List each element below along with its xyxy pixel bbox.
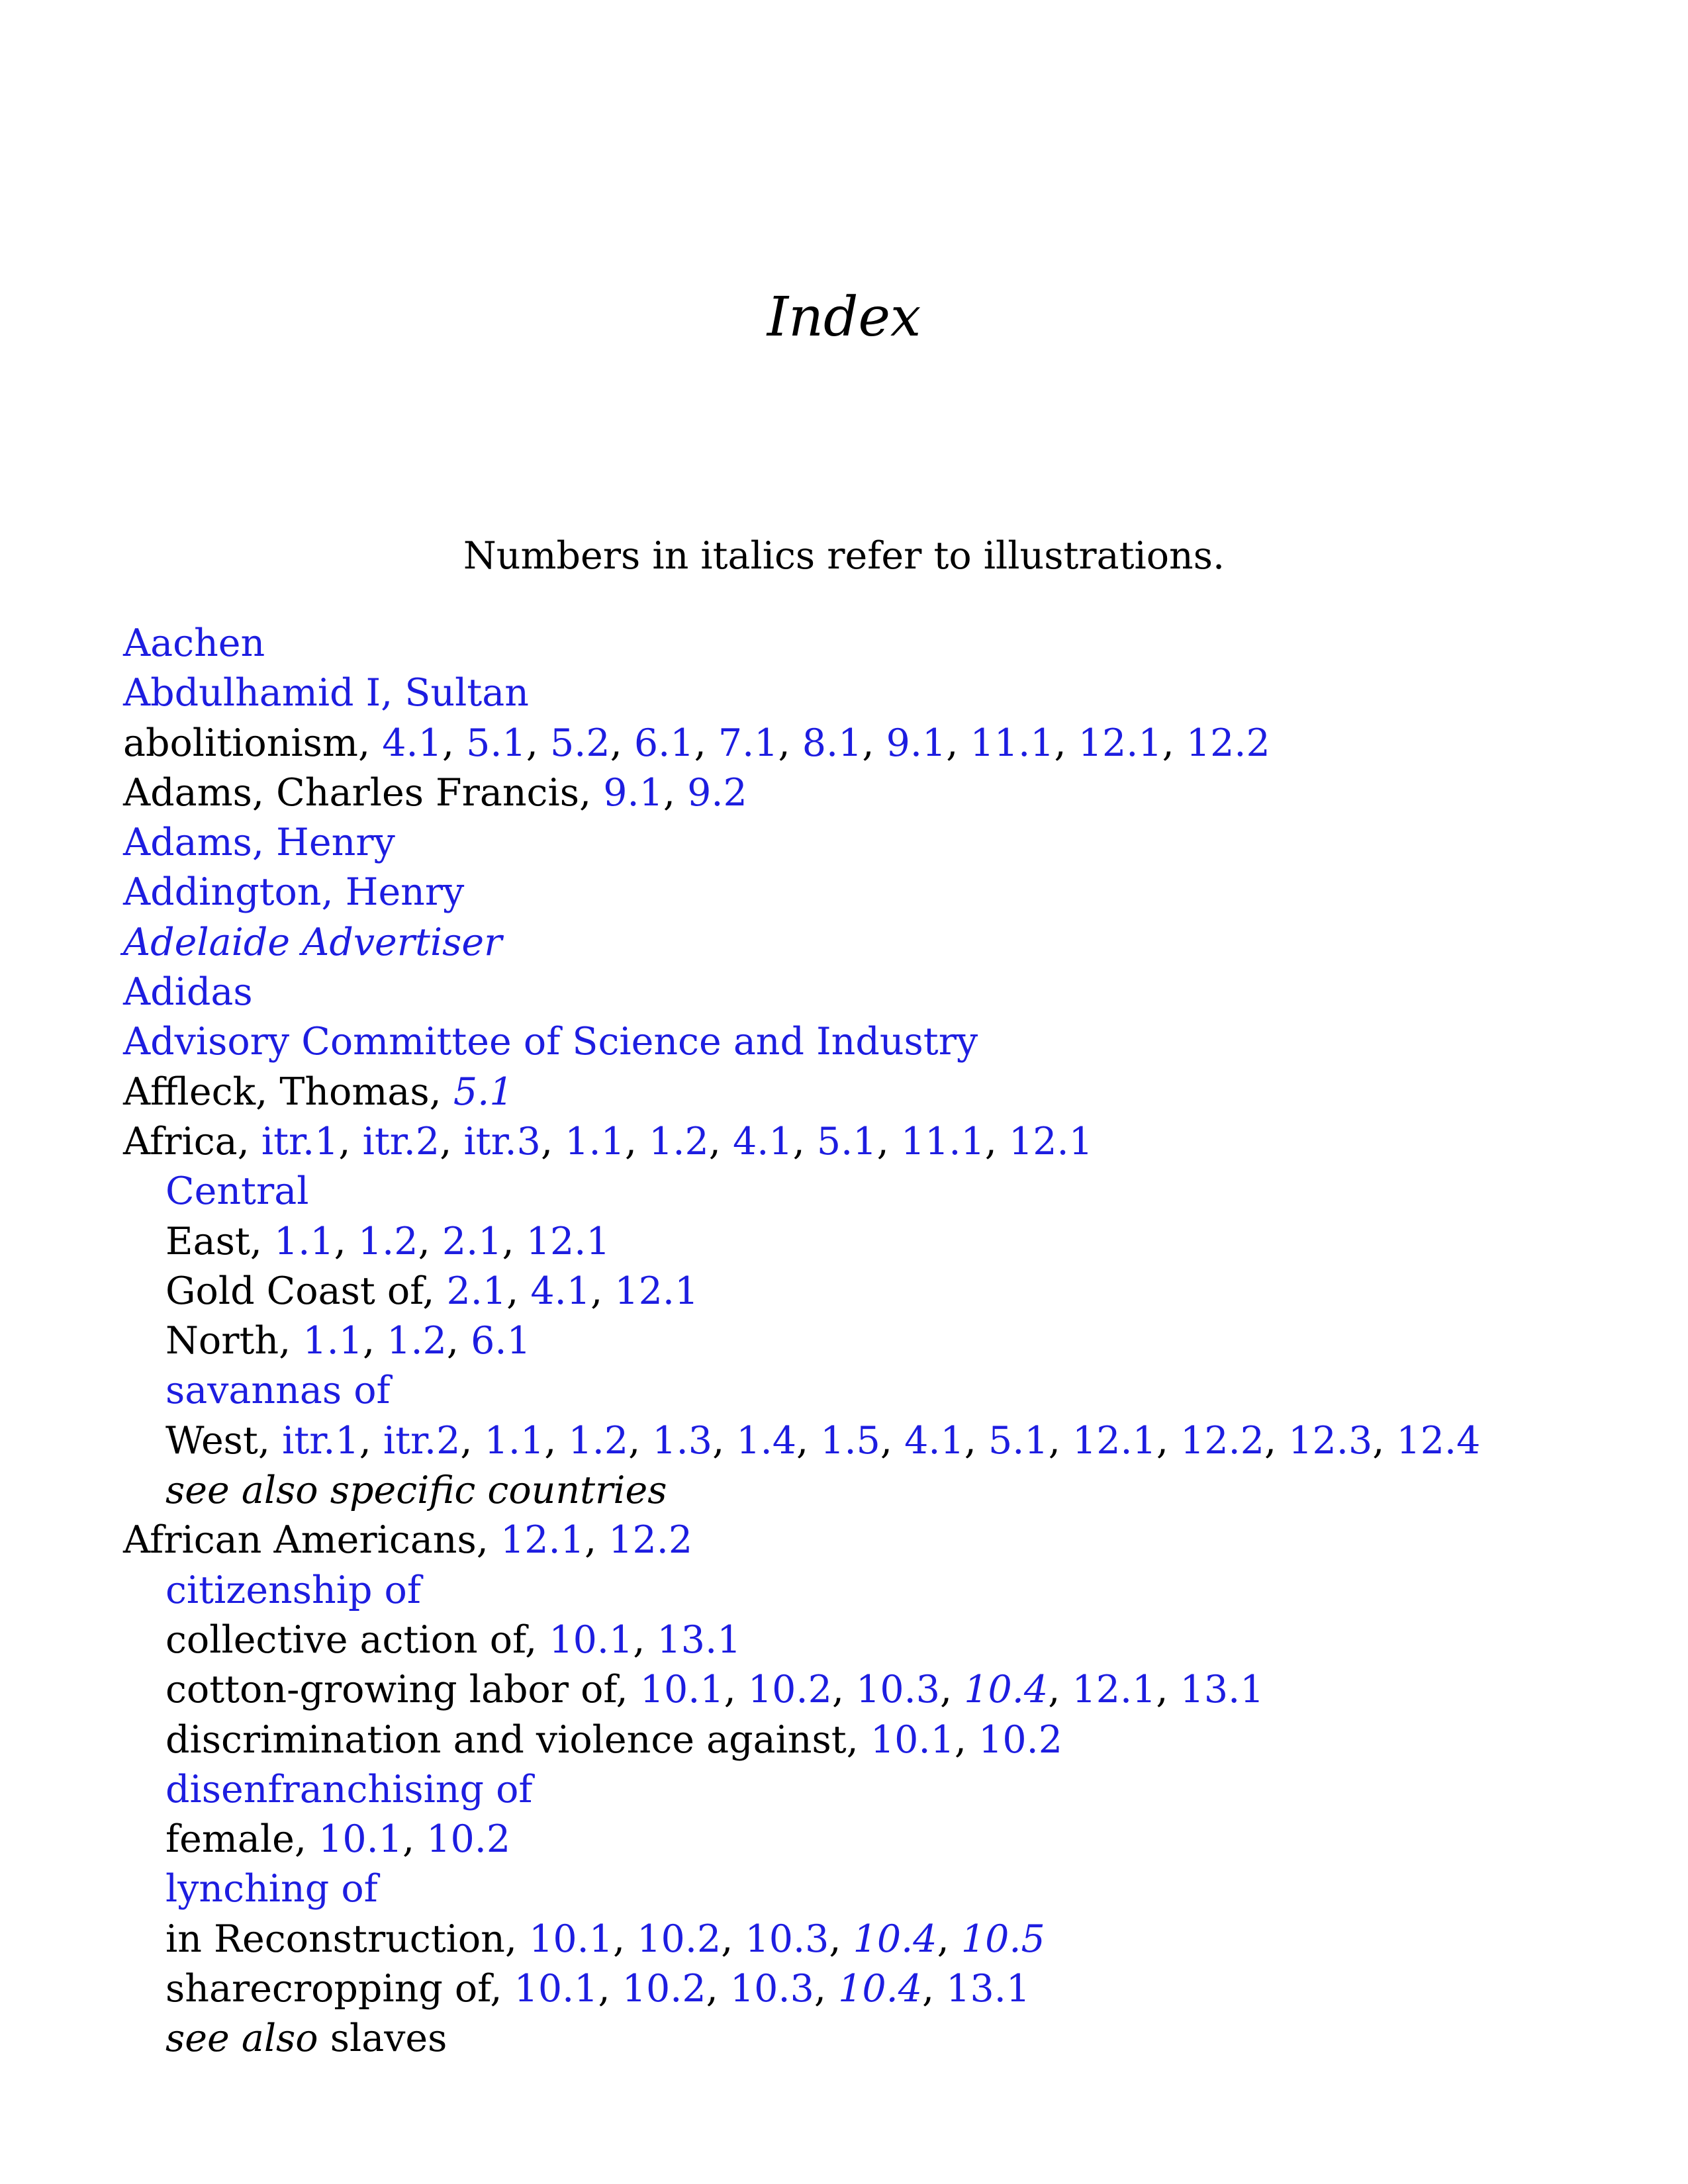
index-subentry bbox=[123, 1167, 1613, 1216]
page-ref-link[interactable]: 10.1 bbox=[318, 1817, 402, 1862]
index-subentry: female, 10.1, 10.2 bbox=[165, 1817, 511, 1862]
index-subentry bbox=[123, 1466, 1613, 1516]
page-ref-link[interactable]: 13.1 bbox=[946, 1967, 1031, 2011]
index-term-link[interactable]: Advisory Committee of Science and Industry bbox=[123, 1020, 978, 1064]
page-ref-link[interactable]: 5.1 bbox=[988, 1418, 1049, 1463]
index-entry bbox=[123, 968, 1613, 1017]
index-term: see also specific countries bbox=[165, 1469, 667, 1513]
page-ref-link[interactable]: 11.1 bbox=[970, 721, 1055, 765]
page-ref-link[interactable]: 6.1 bbox=[471, 1319, 531, 1363]
index-term: cotton-growing labor of bbox=[165, 1668, 616, 1712]
index-subentry: cotton-growing labor of, 10.1, 10.2, 10.3, 10.4, 12.1, 13.1 bbox=[165, 1668, 1264, 1712]
index-subentry bbox=[123, 1366, 1613, 1416]
index-entry bbox=[123, 818, 1613, 868]
index-subentry: discrimination and violence against, 10.1, 10.2 bbox=[165, 1717, 1063, 1762]
index-term-link[interactable]: Aachen bbox=[123, 621, 265, 665]
index-entry: Affleck, Thomas, 5.1 bbox=[123, 1069, 514, 1114]
page-ref-link[interactable]: 6.1 bbox=[633, 721, 694, 765]
index-term: collective action of bbox=[165, 1617, 526, 1662]
page-ref-link[interactable]: 9.1 bbox=[886, 721, 947, 765]
page-ref-link[interactable]: 4.1 bbox=[530, 1269, 591, 1313]
page-ref-link[interactable]: 13.1 bbox=[657, 1617, 741, 1662]
page-ref-link[interactable]: itr.2 bbox=[383, 1418, 461, 1463]
page-ref-link[interactable]: 1.4 bbox=[736, 1418, 796, 1463]
index-subentry: Gold Coast of, 2.1, 4.1, 12.1 bbox=[165, 1269, 699, 1313]
page-ref-link[interactable]: 10.2 bbox=[747, 1668, 832, 1712]
index-subentry: West, itr.1, itr.2, 1.1, 1.2, 1.3, 1.4, 1.5, 4.1, 5.1, 12.1, 12.2, 12.3, 12.4 bbox=[165, 1418, 1481, 1463]
page-ref-link[interactable]: 11.1 bbox=[900, 1119, 985, 1163]
index-subentry: sharecropping of, 10.1, 10.2, 10.3, 10.4, 13.1 bbox=[165, 1967, 1031, 2011]
page-ref-link[interactable]: 4.1 bbox=[382, 721, 442, 765]
index-term-link[interactable]: Adams, Henry bbox=[123, 821, 395, 865]
index-subentry: collective action of, 10.1, 13.1 bbox=[165, 1617, 741, 1662]
index-term: West bbox=[165, 1418, 258, 1463]
index-term: discrimination and violence against bbox=[165, 1717, 847, 1762]
page-ref-link[interactable]: 12.1 bbox=[1072, 1418, 1156, 1463]
index-subentry: East, 1.1, 1.2, 2.1, 12.1 bbox=[165, 1219, 610, 1263]
page-ref-link[interactable]: 1.3 bbox=[652, 1418, 713, 1463]
index-term: Affleck, Thomas bbox=[123, 1069, 430, 1114]
index-term-link[interactable]: savannas of bbox=[165, 1369, 391, 1413]
page-ref-link[interactable]: 10.2 bbox=[978, 1717, 1063, 1762]
page-ref-link[interactable]: 12.1 bbox=[526, 1219, 610, 1263]
index-term-link[interactable]: disenfranchising of bbox=[165, 1767, 533, 1811]
index-term: in Reconstruction bbox=[165, 1917, 505, 1961]
page-ref-link[interactable]: 13.1 bbox=[1180, 1668, 1264, 1712]
index-entry bbox=[123, 619, 1613, 668]
index-subentry: North, 1.1, 1.2, 6.1 bbox=[165, 1319, 531, 1363]
index-term: sharecropping of bbox=[165, 1967, 491, 2011]
index-term: Gold Coast of bbox=[165, 1269, 423, 1313]
index-term: Africa bbox=[123, 1119, 238, 1163]
index-term-link[interactable]: lynching of bbox=[165, 1867, 378, 1911]
index-entry: abolitionism, 4.1, 5.1, 5.2, 6.1, 7.1, 8.1, 9.1, 11.1, 12.1, 12.2 bbox=[123, 721, 1270, 765]
page-ref-link[interactable]: 4.1 bbox=[733, 1119, 793, 1163]
page-ref-link[interactable]: 10.1 bbox=[639, 1668, 724, 1712]
index-subentry: in Reconstruction, 10.1, 10.2, 10.3, 10.4, 10.5 bbox=[165, 1917, 1045, 1961]
page-ref-link[interactable]: 5.1 bbox=[816, 1119, 877, 1163]
page-title: Index bbox=[767, 286, 921, 349]
page-ref-link[interactable]: 12.2 bbox=[1180, 1418, 1265, 1463]
page-ref-link[interactable]: 5.2 bbox=[550, 721, 610, 765]
page-ref-link[interactable]: itr.1 bbox=[282, 1418, 359, 1463]
page-ref-link[interactable]: 2.1 bbox=[446, 1269, 507, 1313]
page-ref-link[interactable]: itr.1 bbox=[261, 1119, 339, 1163]
index-term-link[interactable]: citizenship of bbox=[165, 1568, 421, 1612]
illustration-ref-link[interactable]: 10.4 bbox=[838, 1967, 923, 2011]
page-ref-link[interactable]: 12.1 bbox=[1072, 1668, 1156, 1712]
page-ref-link[interactable]: 10.1 bbox=[514, 1967, 598, 2011]
page-ref-link[interactable]: 1.2 bbox=[568, 1418, 629, 1463]
page-ref-link[interactable]: itr.3 bbox=[463, 1119, 541, 1163]
page-ref-link[interactable]: 10.2 bbox=[426, 1817, 511, 1862]
page-ref-link[interactable]: 1.1 bbox=[303, 1319, 363, 1363]
page-ref-link[interactable]: 1.5 bbox=[820, 1418, 880, 1463]
italics-note: Numbers in italics refer to illustrations. bbox=[463, 534, 1225, 578]
page-ref-link[interactable]: 1.2 bbox=[357, 1219, 418, 1263]
page-ref-link[interactable]: 1.2 bbox=[387, 1319, 447, 1363]
index-list bbox=[123, 619, 1613, 2064]
page-ref-link[interactable]: 4.1 bbox=[904, 1418, 964, 1463]
page-ref-link[interactable]: 10.1 bbox=[870, 1717, 955, 1762]
illustration-ref-link[interactable]: 5.1 bbox=[453, 1069, 514, 1114]
index-term: East bbox=[165, 1219, 250, 1263]
index-term: female bbox=[165, 1817, 295, 1862]
page-ref-link[interactable]: 8.1 bbox=[802, 721, 863, 765]
index-term: slaves bbox=[318, 2017, 447, 2061]
index-entry: African Americans, 12.1, 12.2 bbox=[123, 1518, 693, 1563]
index-term-link[interactable]: Central bbox=[165, 1169, 309, 1214]
index-term: African Americans bbox=[123, 1518, 477, 1563]
index-term-link[interactable]: Abdulhamid I, Sultan bbox=[123, 671, 530, 715]
page-ref-link[interactable]: 12.4 bbox=[1396, 1418, 1481, 1463]
index-term: Adams, Charles Francis bbox=[123, 770, 579, 815]
page-ref-link[interactable]: 12.1 bbox=[614, 1269, 699, 1313]
page-ref-link[interactable]: 12.1 bbox=[500, 1518, 585, 1563]
page-ref-link[interactable]: 12.1 bbox=[1078, 721, 1162, 765]
index-entry bbox=[123, 668, 1613, 718]
index-term-link[interactable]: Adidas bbox=[123, 970, 253, 1015]
page-ref-link[interactable]: 12.2 bbox=[1186, 721, 1270, 765]
page-ref-link[interactable]: 1.1 bbox=[484, 1418, 545, 1463]
page-ref-link[interactable]: 1.1 bbox=[565, 1119, 625, 1163]
illustration-ref-link[interactable]: 10.4 bbox=[853, 1917, 937, 1961]
page-ref-link[interactable]: 10.3 bbox=[729, 1967, 814, 2011]
index-term: see also bbox=[165, 2017, 318, 2061]
page-ref-link[interactable]: itr.2 bbox=[362, 1119, 440, 1163]
index-subentry bbox=[123, 2014, 1613, 2064]
page-ref-link[interactable]: 10.3 bbox=[745, 1917, 829, 1961]
page-ref-link[interactable]: 10.2 bbox=[637, 1917, 722, 1961]
page-ref-link[interactable]: 12.1 bbox=[1009, 1119, 1093, 1163]
index-term: North bbox=[165, 1319, 279, 1363]
index-entry bbox=[123, 918, 1613, 968]
page-ref-link[interactable]: 12.3 bbox=[1288, 1418, 1373, 1463]
page-ref-link[interactable]: 10.1 bbox=[529, 1917, 614, 1961]
index-entry: Africa, itr.1, itr.2, itr.3, 1.1, 1.2, 4.1, 5.1, 11.1, 12.1 bbox=[123, 1119, 1093, 1163]
index-entry bbox=[123, 1017, 1613, 1067]
page-ref-link[interactable]: 12.2 bbox=[608, 1518, 693, 1563]
index-entry bbox=[123, 868, 1613, 917]
page-ref-link[interactable]: 7.1 bbox=[718, 721, 778, 765]
page-ref-link[interactable]: 9.2 bbox=[687, 770, 747, 815]
page-ref-link[interactable]: 5.1 bbox=[466, 721, 526, 765]
index-term-link[interactable]: Addington, Henry bbox=[123, 870, 465, 915]
page-ref-link[interactable]: 10.1 bbox=[549, 1617, 633, 1662]
index-term-link[interactable]: Adelaide Advertiser bbox=[123, 920, 502, 964]
index-subentry bbox=[123, 1566, 1613, 1615]
page-ref-link[interactable]: 1.2 bbox=[649, 1119, 709, 1163]
page-ref-link[interactable]: 10.3 bbox=[856, 1668, 941, 1712]
index-subentry bbox=[123, 1765, 1613, 1815]
page-ref-link[interactable]: 1.1 bbox=[274, 1219, 334, 1263]
illustration-ref-link[interactable]: 10.4 bbox=[964, 1668, 1049, 1712]
page-ref-link[interactable]: 9.1 bbox=[603, 770, 663, 815]
page-ref-link[interactable]: 2.1 bbox=[442, 1219, 502, 1263]
index-term: abolitionism bbox=[123, 721, 358, 765]
index-subentry bbox=[123, 1864, 1613, 1914]
page-ref-link[interactable]: 10.2 bbox=[622, 1967, 706, 2011]
index-entry: Adams, Charles Francis, 9.1, 9.2 bbox=[123, 770, 747, 815]
illustration-ref-link[interactable]: 10.5 bbox=[961, 1917, 1045, 1961]
